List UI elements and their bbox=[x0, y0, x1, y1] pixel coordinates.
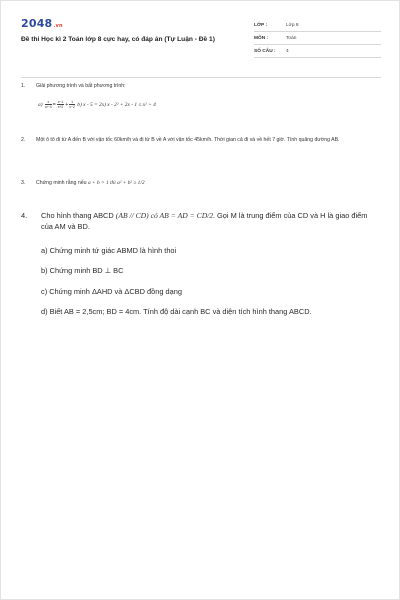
question-2 bbox=[21, 136, 381, 144]
question-4-part-d: d) Biết AB = 2,5cm; BD = 4cm. Tính độ dài cạnh BC và diện tích hình thang ABCD. bbox=[41, 307, 312, 316]
question-math: (AB // CD) có AB = AD = CD/2. bbox=[115, 211, 215, 220]
meta-value: 4 bbox=[286, 48, 289, 54]
question-text: Một ô tô đi từ A đến B với vận tốc 60km/h và đi từ B về A với vận tốc 45km/h. Thời gian cả đi và về hết 7 giờ. Tính quãng đường AB. bbox=[36, 137, 340, 143]
question-number: 1. bbox=[21, 83, 26, 89]
question-number: 4. bbox=[21, 211, 28, 220]
page-title: Đề thi Học kì 2 Toán lớp 8 cực hay, có đáp án (Tự Luận - Đề 1) bbox=[21, 36, 215, 43]
meta-key: LỚP : bbox=[254, 22, 268, 28]
fraction-3: $\frac{1}{x-2}$ bbox=[69, 100, 75, 109]
logo-tld: .vn bbox=[53, 23, 63, 29]
meta-row-subject bbox=[254, 32, 381, 45]
fraction-1: $\frac{x}{\text{x²−4}}$ bbox=[44, 100, 52, 109]
question-1-equations: a) $\frac{x}{\text{x²−4}}$ = $\frac{x-1}{x+2}$ + $\frac{1}{x-2}$ b) x - 5 = 2x) x - 2² + 2x - 1 ≤ x² + 4 bbox=[38, 100, 156, 109]
fraction-2: $\frac{x-1}{x+2}$ bbox=[57, 100, 64, 109]
meta-value: Lớp 8 bbox=[286, 22, 299, 28]
meta-key: SỐ CÂU : bbox=[254, 48, 276, 54]
question-4-part-a: a) Chứng minh tứ giác ABMD là hình thoi bbox=[41, 246, 177, 255]
part-a-tail: b) x - 5 = 2x) x - 2² + 2x - 1 ≤ x² + 4 bbox=[77, 101, 156, 108]
document-header bbox=[21, 15, 381, 75]
meta-value: Toán bbox=[286, 35, 297, 41]
meta-row-count bbox=[254, 45, 381, 58]
question-text: Cho hình thang ABCD bbox=[41, 211, 114, 220]
meta-row-class bbox=[254, 19, 381, 32]
part-a-label: a) bbox=[38, 101, 43, 108]
question-body bbox=[41, 210, 381, 232]
site-logo[interactable] bbox=[21, 17, 63, 30]
question-text: Chứng minh rằng nếu bbox=[36, 180, 87, 186]
question-text-cont: Gọi M là trung điểm của CD và H là giao điểm của AM và BD. bbox=[41, 211, 368, 231]
question-number: 2. bbox=[21, 137, 26, 143]
question-1 bbox=[21, 82, 381, 90]
meta-key: MÔN : bbox=[254, 35, 269, 41]
question-4-part-b: b) Chứng minh BD ⊥ BC bbox=[41, 266, 124, 275]
question-number: 3. bbox=[21, 180, 26, 186]
question-4-part-c: c) Chứng minh ΔAHD và ΔCBD đồng dạng bbox=[41, 287, 182, 296]
meta-table bbox=[254, 19, 381, 58]
header-divider bbox=[21, 77, 381, 78]
logo-main: 2048 bbox=[21, 17, 53, 30]
question-3 bbox=[21, 179, 381, 187]
question-text: Giải phương trình và bất phương trình: bbox=[36, 83, 126, 89]
question-math: a + b = 1 thì a² + b² ≥ 1/2 bbox=[87, 180, 145, 186]
